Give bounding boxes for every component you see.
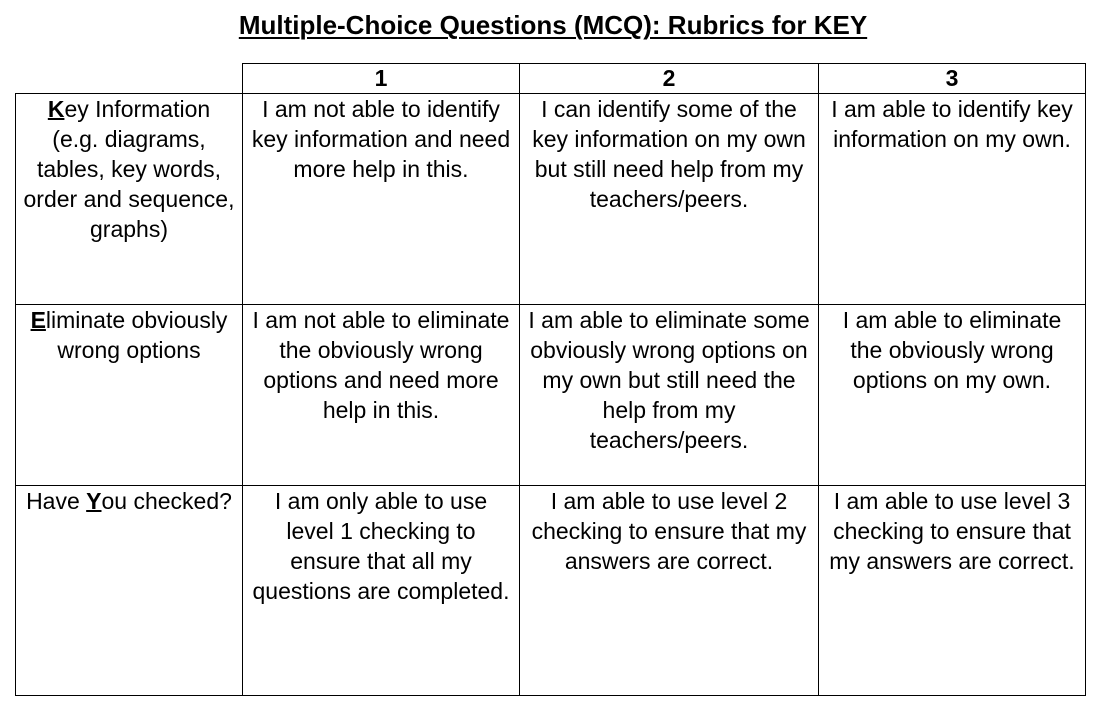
criterion-initial: E <box>30 307 46 333</box>
rubric-row-eliminate <box>16 305 1086 486</box>
rubric-row-key-information <box>16 94 1086 305</box>
descriptor-cell: I am only able to use level 1 checking to ensure that all my questions are completed. <box>243 486 520 696</box>
level-header-2: 2 <box>520 64 819 94</box>
criterion-eliminate <box>16 305 243 486</box>
criterion-text: ou checked? <box>101 488 232 514</box>
page-title <box>0 9 1106 41</box>
descriptor-cell: I am able to eliminate the obviously wrong options on my own. <box>819 305 1086 486</box>
criterion-text: ey Information (e.g. diagrams, tables, key words, order and sequence, graphs) <box>23 96 235 242</box>
header-corner-cell <box>16 64 243 94</box>
level-header-3: 3 <box>819 64 1086 94</box>
level-header-1: 1 <box>243 64 520 94</box>
descriptor-cell: I am able to use level 3 checking to ensure that my answers are correct. <box>819 486 1086 696</box>
descriptor-cell: I am not able to identify key information and need more help in this. <box>243 94 520 305</box>
descriptor-cell: I am able to eliminate some obviously wrong options on my own but still need the help from my teachers/peers. <box>520 305 819 486</box>
descriptor-cell: I am not able to eliminate the obviously wrong options and need more help in this. <box>243 305 520 486</box>
criterion-initial: Y <box>86 488 102 514</box>
criterion-have-you-checked <box>16 486 243 696</box>
criterion-initial: K <box>47 96 65 122</box>
descriptor-cell: I am able to identify key information on my own. <box>819 94 1086 305</box>
title-text: Multiple-Choice Questions (MCQ): Rubrics for KEY <box>238 10 868 40</box>
criterion-key-information <box>16 94 243 305</box>
rubric-table <box>15 63 1086 696</box>
criterion-text: liminate obviously wrong options <box>45 307 228 363</box>
criterion-prefix: Have <box>26 488 87 514</box>
descriptor-cell: I can identify some of the key information on my own but still need help from my teachers/peers. <box>520 94 819 305</box>
header-row <box>16 64 1086 94</box>
descriptor-cell: I am able to use level 2 checking to ensure that my answers are correct. <box>520 486 819 696</box>
rubric-row-have-you-checked <box>16 486 1086 696</box>
